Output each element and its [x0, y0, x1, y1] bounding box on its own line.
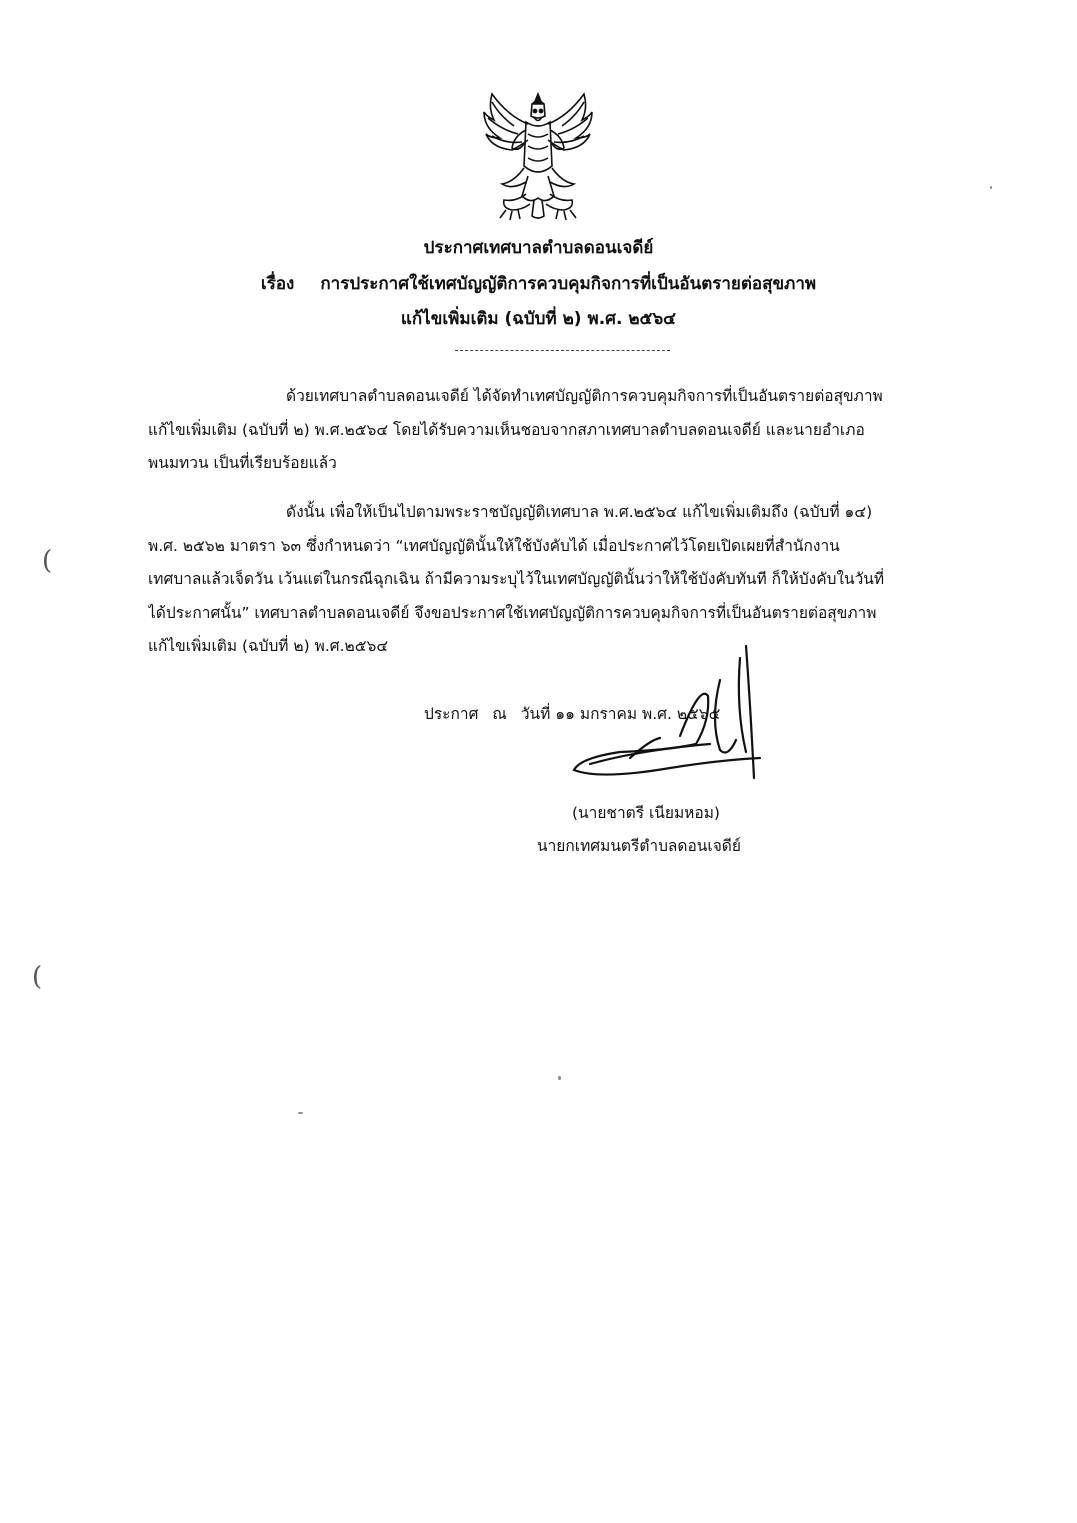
- handwritten-signature-icon: [560, 640, 780, 790]
- announcement-title: ประกาศเทศบาลตำบลดอนเจดีย์: [423, 238, 654, 258]
- subject-text: การประกาศใช้เทศบัญญัติการควบคุมกิจการที่เป็นอันตรายต่อสุขภาพ: [320, 274, 817, 294]
- paragraph-1: [148, 380, 980, 481]
- announcement-edition: แก้ไขเพิ่มเติม (ฉบับที่ ๒) พ.ศ. ๒๕๖๔: [400, 309, 677, 329]
- dateline-date: วันที่ ๑๑ มกราคม พ.ศ. ๒๕๖๕: [520, 705, 721, 723]
- announcement-subject: [0, 272, 1077, 296]
- paragraph-line: พ.ศ. ๒๕๖๒ มาตรา ๖๓ ซึ่งกำหนดว่า “เทศบัญญัตินั้นให้ใช้บังคับได้ เมื่อประกาศไว้โดยเปิดเผยที่สำนักงาน: [148, 536, 840, 555]
- paragraph-line: แก้ไขเพิ่มเติม (ฉบับที่ ๒) พ.ศ.๒๕๖๔ โดยได้รับความเห็นชอบจากสภาเทศบาลตำบลดอนเจดีย์ และนายอำเภอ: [148, 420, 865, 439]
- subject-label: เรื่อง: [260, 274, 295, 294]
- garuda-emblem-icon: [478, 86, 598, 224]
- paragraph-line: เทศบาลแล้วเจ็ดวัน เว้นแต่ในกรณีฉุกเฉิน ถ้ามีความระบุไว้ในเทศบัญญัตินั้นว่าให้ใช้บังคับทันที ก็ให้บังคับในวันที่: [148, 570, 885, 589]
- paragraph-line: ด้วยเทศบาลตำบลดอนเจดีย์ ได้จัดทำเทศบัญญัติการควบคุมกิจการที่เป็นอันตรายต่อสุขภาพ: [286, 387, 883, 405]
- paragraph-line: แก้ไขเพิ่มเติม (ฉบับที่ ๒) พ.ศ.๒๕๖๔: [148, 637, 389, 656]
- paragraph-line: ดังนั้น เพื่อให้เป็นไปตามพระราชบัญญัติเทศบาล พ.ศ.๒๕๖๔ แก้ไขเพิ่มเติมถึง (ฉบับที่ ๑๔): [286, 503, 873, 521]
- heading-divider: [455, 350, 670, 351]
- margin-mark: (: [42, 546, 53, 576]
- signer-position: นายกเทศมนตรีตำบลดอนเจดีย์: [537, 837, 741, 855]
- scan-speck: [990, 186, 992, 189]
- scan-speck: [558, 1076, 561, 1080]
- paragraph-line: พนมทวน เป็นที่เรียบร้อยแล้ว: [148, 454, 337, 473]
- paragraph-line: ได้ประกาศนั้น” เทศบาลตำบลดอนเจดีย์ จึงขอประกาศใช้เทศบัญญัติการควบคุมกิจการที่เป็นอันตรายต่อสุขภาพ: [148, 603, 877, 622]
- margin-mark: (: [32, 962, 43, 992]
- dateline-label: ประกาศ: [424, 705, 479, 723]
- paragraph-2: [148, 496, 980, 664]
- signer-name: (นายชาตรี เนียมหอม): [572, 804, 720, 822]
- scan-speck: [298, 1112, 303, 1114]
- dateline-at: ณ: [492, 705, 507, 723]
